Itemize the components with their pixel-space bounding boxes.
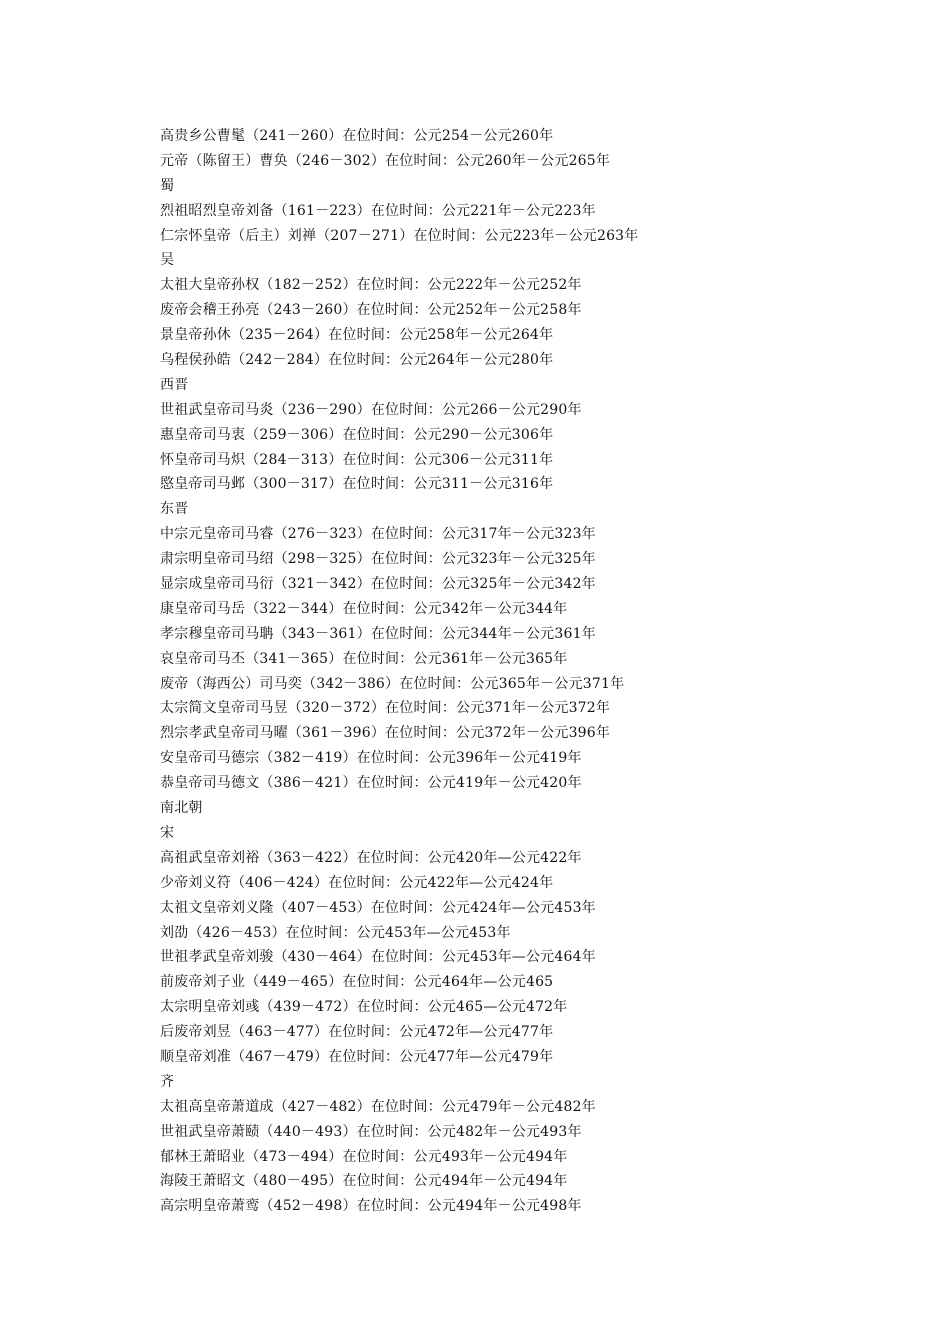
section-heading: 宋 [160, 824, 175, 841]
text-line: 肃宗明皇帝司马绍（298－325）在位时间：公元323年－公元325年 [160, 551, 596, 568]
text-line: 太祖大皇帝孙权（182－252）在位时间：公元222年－公元252年 [160, 277, 582, 294]
text-line: 惠皇帝司马衷（259－306）在位时间：公元290－公元306年 [160, 426, 554, 443]
text-line: 郁林王萧昭业（473－494）在位时间：公元493年－公元494年 [160, 1148, 568, 1165]
text-line: 少帝刘义符（406－424）在位时间：公元422年—公元424年 [160, 874, 554, 891]
text-line: 愍皇帝司马邺（300－317）在位时间：公元311－公元316年 [160, 476, 554, 493]
text-line: 高祖武皇帝刘裕（363－422）在位时间：公元420年—公元422年 [160, 849, 582, 866]
text-line: 废帝会稽王孙亮（243－260）在位时间：公元252年－公元258年 [160, 302, 582, 319]
text-line: 世祖武皇帝司马炎（236－290）在位时间：公元266－公元290年 [160, 401, 582, 418]
section-heading: 蜀 [160, 177, 175, 194]
text-line: 景皇帝孙休（235－264）在位时间：公元258年－公元264年 [160, 327, 554, 344]
text-line: 显宗成皇帝司马衍（321－342）在位时间：公元325年－公元342年 [160, 576, 596, 593]
text-line: 世祖孝武皇帝刘骏（430－464）在位时间：公元453年—公元464年 [160, 949, 596, 966]
section-heading: 南北朝 [160, 800, 203, 817]
text-line: 世祖武皇帝萧赜（440－493）在位时间：公元482年－公元493年 [160, 1123, 582, 1140]
text-line: 哀皇帝司马丕（341－365）在位时间：公元361年－公元365年 [160, 650, 568, 667]
text-line: 安皇帝司马德宗（382－419）在位时间：公元396年－公元419年 [160, 750, 582, 767]
section-heading: 东晋 [160, 501, 189, 518]
text-line: 烈祖昭烈皇帝刘备（161－223）在位时间：公元221年－公元223年 [160, 202, 596, 219]
text-line: 顺皇帝刘准（467－479）在位时间：公元477年—公元479年 [160, 1048, 554, 1065]
text-line: 孝宗穆皇帝司马聃（343－361）在位时间：公元344年－公元361年 [160, 625, 596, 642]
text-line: 刘劭（426－453）在位时间：公元453年—公元453年 [160, 924, 511, 941]
text-line: 太宗明皇帝刘彧（439－472）在位时间：公元465—公元472年 [160, 999, 568, 1016]
section-heading: 齐 [160, 1073, 175, 1090]
document-body [160, 124, 780, 1219]
section-heading: 吴 [160, 252, 175, 269]
text-line: 恭皇帝司马德文（386－421）在位时间：公元419年－公元420年 [160, 775, 582, 792]
text-line: 烈宗孝武皇帝司马曜（361－396）在位时间：公元372年－公元396年 [160, 725, 611, 742]
text-line: 乌程侯孙皓（242－284）在位时间：公元264年－公元280年 [160, 352, 554, 369]
text-line: 高宗明皇帝萧鸾（452－498）在位时间：公元494年－公元498年 [160, 1198, 582, 1215]
text-line: 仁宗怀皇帝（后主）刘禅（207－271）在位时间：公元223年－公元263年 [160, 227, 639, 244]
text-line: 太祖高皇帝萧道成（427－482）在位时间：公元479年－公元482年 [160, 1098, 596, 1115]
text-line: 中宗元皇帝司马睿（276－323）在位时间：公元317年－公元323年 [160, 526, 596, 543]
text-line: 前废帝刘子业（449－465）在位时间：公元464年—公元465 [160, 974, 554, 991]
text-line: 太宗简文皇帝司马昱（320－372）在位时间：公元371年－公元372年 [160, 700, 611, 717]
text-line: 海陵王萧昭文（480－495）在位时间：公元494年－公元494年 [160, 1173, 568, 1190]
text-line: 太祖文皇帝刘义隆（407－453）在位时间：公元424年—公元453年 [160, 899, 596, 916]
text-line: 废帝（海西公）司马奕（342－386）在位时间：公元365年－公元371年 [160, 675, 625, 692]
text-line: 高贵乡公曹髦（241－260）在位时间：公元254－公元260年 [160, 128, 554, 144]
text-line: 元帝（陈留王）曹奂（246－302）在位时间：公元260年－公元265年 [160, 152, 611, 169]
text-line: 后废帝刘昱（463－477）在位时间：公元472年—公元477年 [160, 1024, 554, 1041]
section-heading: 西晋 [160, 376, 189, 393]
text-line: 怀皇帝司马炽（284－313）在位时间：公元306－公元311年 [160, 451, 554, 468]
text-line: 康皇帝司马岳（322－344）在位时间：公元342年－公元344年 [160, 600, 568, 617]
